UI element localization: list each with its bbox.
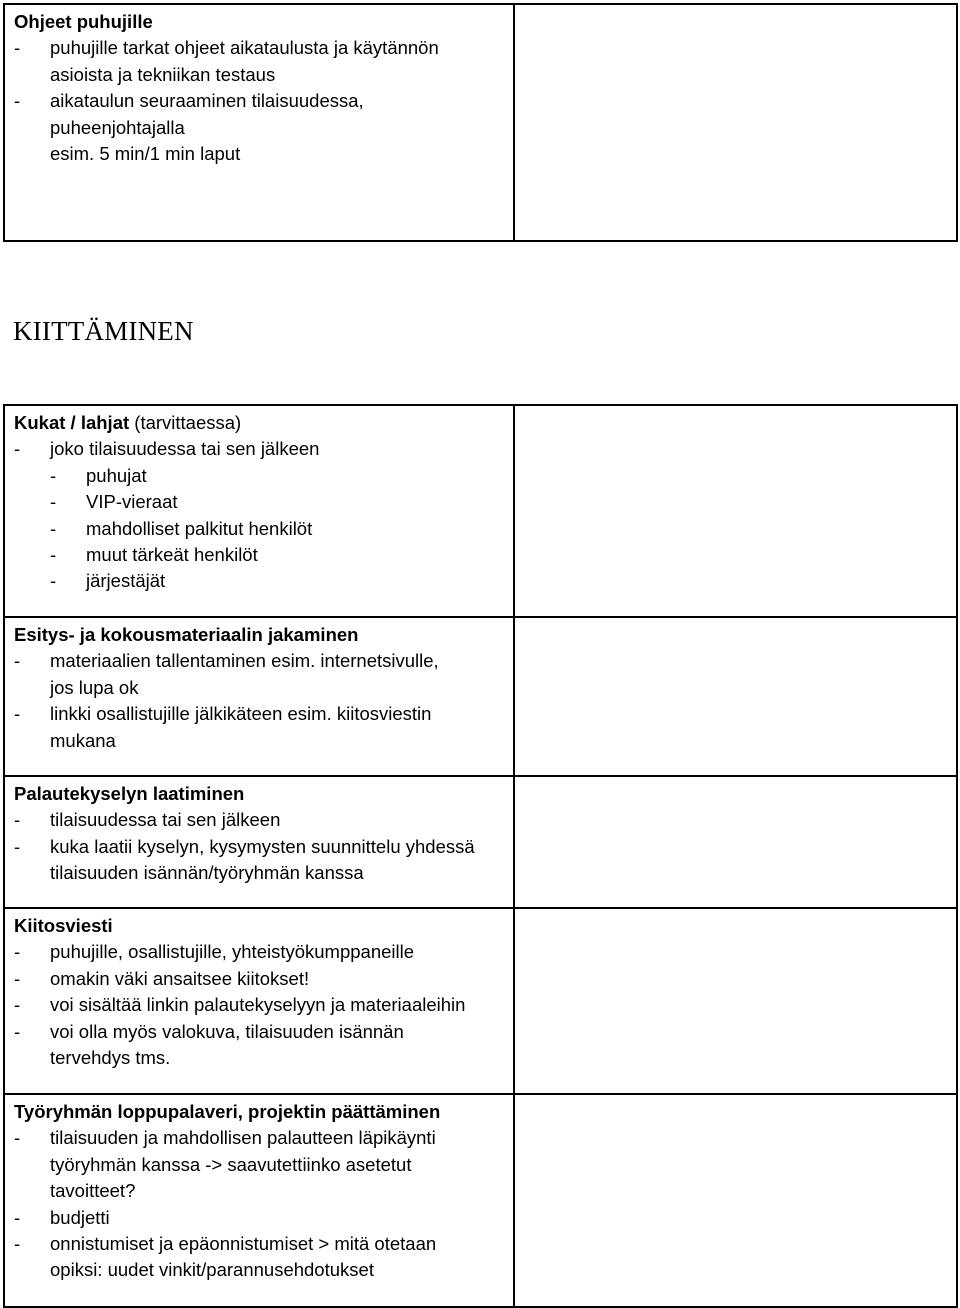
bullet-dash: - — [14, 90, 21, 112]
block-heading: Työryhmän loppupalaveri, projektin päättäminen — [14, 1101, 441, 1122]
list-item-text: asioista ja tekniikan testaus — [50, 63, 276, 85]
bullet-dash: - — [14, 1020, 21, 1042]
bullet-dash: - — [50, 491, 57, 513]
bullet-dash: - — [50, 517, 57, 539]
list-item — [14, 807, 505, 833]
sub-list-item — [14, 463, 505, 489]
list-item-text: järjestäjät — [86, 570, 166, 592]
list-item-text: budjetti — [50, 1206, 110, 1228]
list-item-text: tilaisuuden ja mahdollisen palautteen läpikäynti — [50, 1127, 436, 1149]
list-item-text: tavoitteet? — [50, 1180, 136, 1202]
list-item — [14, 939, 505, 965]
block-heading: Kukat / lahjat (tarvittaessa) — [14, 412, 242, 433]
table-cell-empty — [514, 1094, 957, 1307]
list-item-text: puhujat — [86, 464, 147, 486]
list-item-text: onnistumiset ja epäonnistumiset > mitä otetaan — [50, 1233, 437, 1255]
list-item — [14, 35, 505, 88]
block-heading: Esitys- ja kokousmateriaalin jakaminen — [14, 624, 359, 645]
top-right-cell — [514, 4, 957, 241]
bullet-dash: - — [50, 570, 57, 592]
main-table — [3, 404, 958, 1308]
list-item-text: omakin väki ansaitsee kiitokset! — [50, 967, 310, 989]
list-item-text: joko tilaisuudessa tai sen jälkeen — [50, 438, 320, 460]
bullet-dash: - — [50, 544, 57, 566]
list-item — [14, 1019, 505, 1072]
bullet-dash: - — [14, 994, 21, 1016]
table-cell — [4, 1094, 514, 1307]
section-title: KIITTÄMINEN — [13, 316, 194, 346]
list-item-text: puheenjohtajalla — [50, 116, 185, 138]
list-item — [14, 1125, 505, 1204]
block-heading: Kiitosviesti — [14, 915, 113, 936]
list-item-text: tilaisuuden isännän/työryhmän kanssa — [50, 862, 364, 884]
sub-list-item — [14, 489, 505, 515]
list-item-text: VIP-vieraat — [86, 491, 178, 513]
list-item-text: linkki osallistujille jälkikäteen esim. kiitosviestin — [50, 703, 432, 725]
table-cell-empty — [514, 405, 957, 617]
table-cell-empty — [514, 617, 957, 776]
list-item — [14, 992, 505, 1018]
list-item — [14, 966, 505, 992]
bullet-dash: - — [14, 941, 21, 963]
list-item-text: opiksi: uudet vinkit/parannusehdotukset — [50, 1259, 374, 1281]
list-item-text: mukana — [50, 729, 116, 751]
bullet-dash: - — [50, 464, 57, 486]
sub-list-item — [14, 542, 505, 568]
top-table — [3, 3, 958, 242]
list-item-text: kuka laatii kyselyn, kysymysten suunnittelu yhdessä — [50, 835, 475, 857]
bullet-dash: - — [14, 37, 21, 59]
list-item — [14, 701, 505, 754]
list-item-text: työryhmän kanssa -> saavutettiinko asetetut — [50, 1153, 412, 1175]
block-heading-note: (tarvittaessa) — [134, 412, 242, 433]
table-cell — [4, 776, 514, 908]
bullet-dash: - — [14, 703, 21, 725]
block-heading: Ohjeet puhujille — [14, 11, 153, 32]
bullet-dash: - — [14, 809, 21, 831]
list-item-text: aikataulun seuraaminen tilaisuudessa, — [50, 90, 364, 112]
list-item — [14, 88, 505, 167]
list-item-text: muut tärkeät henkilöt — [86, 544, 258, 566]
list-item-text: voi sisältää linkin palautekyselyyn ja materiaaleihin — [50, 994, 466, 1016]
list-item-text: puhujille tarkat ohjeet aikataulusta ja käytännön — [50, 37, 439, 59]
list-item-text: materiaalien tallentaminen esim. internetsivulle, — [50, 650, 439, 672]
bullet-dash: - — [14, 835, 21, 857]
list-item-text: jos lupa ok — [50, 676, 139, 698]
table-cell-empty — [514, 908, 957, 1094]
list-item-text: tilaisuudessa tai sen jälkeen — [50, 809, 281, 831]
bullet-dash: - — [14, 1206, 21, 1228]
list-item-text: voi olla myös valokuva, tilaisuuden isännän — [50, 1020, 404, 1042]
list-item — [14, 436, 505, 462]
bullet-dash: - — [14, 1233, 21, 1255]
list-item-text: mahdolliset palkitut henkilöt — [86, 517, 313, 539]
list-item-text: tervehdys tms. — [50, 1047, 171, 1069]
list-item-text: esim. 5 min/1 min laput — [50, 143, 241, 165]
list-item — [14, 834, 505, 887]
table-cell — [4, 617, 514, 776]
table-cell-empty — [514, 776, 957, 908]
list-item — [14, 648, 505, 701]
list-item — [14, 1205, 505, 1231]
bullet-dash: - — [14, 650, 21, 672]
block-heading: Palautekyselyn laatiminen — [14, 783, 245, 804]
sub-list-item — [14, 516, 505, 542]
list-item — [14, 1231, 505, 1284]
sub-list-item — [14, 568, 505, 594]
top-left-cell — [4, 4, 514, 241]
table-cell — [4, 908, 514, 1094]
bullet-dash: - — [14, 967, 21, 989]
bullet-dash: - — [14, 1127, 21, 1149]
table-cell — [4, 405, 514, 617]
list-item-text: puhujille, osallistujille, yhteistyökumppaneille — [50, 941, 415, 963]
bullet-dash: - — [14, 438, 21, 460]
